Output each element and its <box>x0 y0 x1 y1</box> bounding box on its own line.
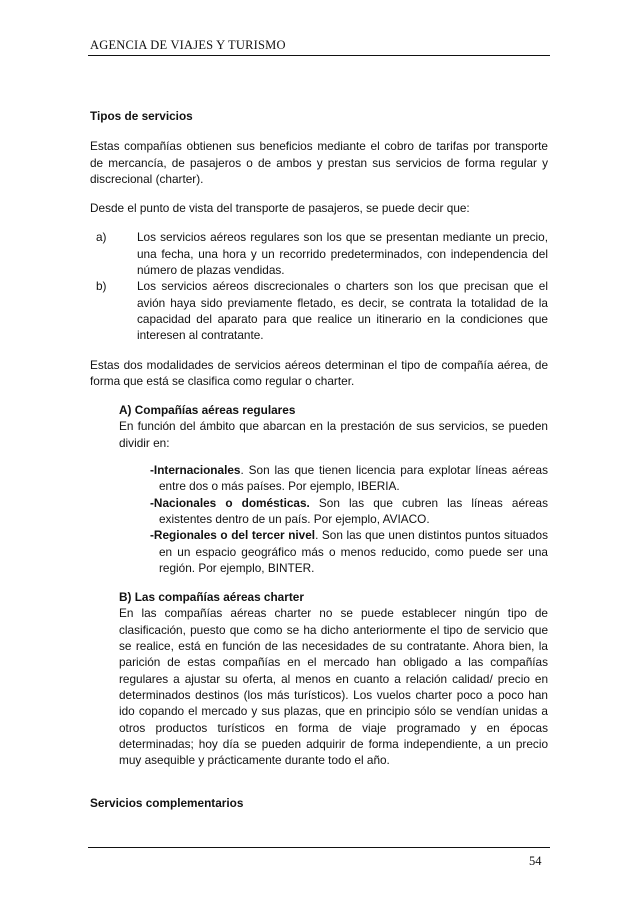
regulares-intro: En función del ámbito que abarcan en la prestación de sus servicios, se pueden dividir en: <box>119 419 548 450</box>
modalidades-paragraph: Estas dos modalidades de servicios aéreos determinan el tipo de compañía aérea, de forma que está se clasifica como regular o charter. <box>90 357 548 388</box>
charter-title: B) Las compañías aéreas charter <box>119 590 304 605</box>
regulares-section <box>119 402 548 768</box>
list-item-text: Los servicios aéreos discrecionales o charters son los que precisan que el avión haya sido previamente fletado, es decir, se contrata la totalidad de la capacidad del aparato para que realice un itinerario en la condiciones que interesen al contratante. <box>137 279 548 343</box>
regulares-item-text: . Son las que unen distintos puntos situados en un espacio geográfico más o menos reducido, como puede ser una región. Por ejemplo, BINTER. <box>159 528 548 575</box>
desde-paragraph: Desde el punto de vista del transporte de pasajeros, se puede decir que: <box>90 201 470 216</box>
page-number: 54 <box>529 854 542 868</box>
list-marker: b) <box>96 279 107 294</box>
intro-paragraph: Estas compañías obtienen sus beneficios mediante el cobro de tarifas por transporte de mercancía, de pasajeros o de ambos y prestan sus servicios de forma regular y discrecional (charter). <box>90 139 548 186</box>
regulares-item-label: -Nacionales o domésticas. <box>150 495 310 510</box>
services-list <box>90 229 548 343</box>
section-title-tipos: Tipos de servicios <box>90 109 193 123</box>
regulares-item <box>150 462 548 495</box>
regulares-item-text: . Son las que tienen licencia para explotar líneas aéreas entre dos o más países. Por ejemplo, IBERIA. <box>159 463 548 494</box>
section-title-complementarios: Servicios complementarios <box>90 796 244 811</box>
list-item-text: Los servicios aéreos regulares son los que se presentan mediante un precio, una fecha, una hora y un recorrido predeterminados, con independencia del número de plazas vendidas. <box>137 230 548 278</box>
regulares-title: A) Compañías aéreas regulares <box>119 403 296 418</box>
footer-rule <box>88 847 550 848</box>
list-marker: a) <box>96 230 107 245</box>
regulares-item <box>150 527 548 576</box>
regulares-item-label: -Regionales o del tercer nivel <box>150 528 316 543</box>
running-header: AGENCIA DE VIAJES Y TURISMO <box>90 38 286 52</box>
list-item <box>96 229 548 278</box>
regulares-item <box>150 495 548 528</box>
regulares-item-text: Son las que cubren las líneas aéreas existentes dentro de un país. Por ejemplo, AVIACO. <box>159 495 548 526</box>
list-item <box>96 278 548 343</box>
header-rule <box>88 55 550 56</box>
charter-paragraph: En las compañías aéreas charter no se puede establecer ningún tipo de clasificación, puesto que como se ha dicho anteriormente el tipo de servicio que se realice, está en función de las necesidades de su contratante. Ahora bien, la parición de estas compañías en el mercado han obligado a las compañías regulares a ajustar su oferta, al menos en cuanto a relación calidad/ precio en determinados destinos (los más turísticos). Los vuelos charter poco a poco han ido copando el mercado y sus plazas, que en principio sólo se vendían unidas a otros productos turísticos en forma de viaje programado y en épocas determinadas; hoy día se pueden adquirir de forma independiente, a un precio muy asequible y prácticamente durante todo el año. <box>119 606 548 768</box>
document-body <box>90 108 548 812</box>
regulares-item-label: -Internacionales <box>150 463 241 478</box>
